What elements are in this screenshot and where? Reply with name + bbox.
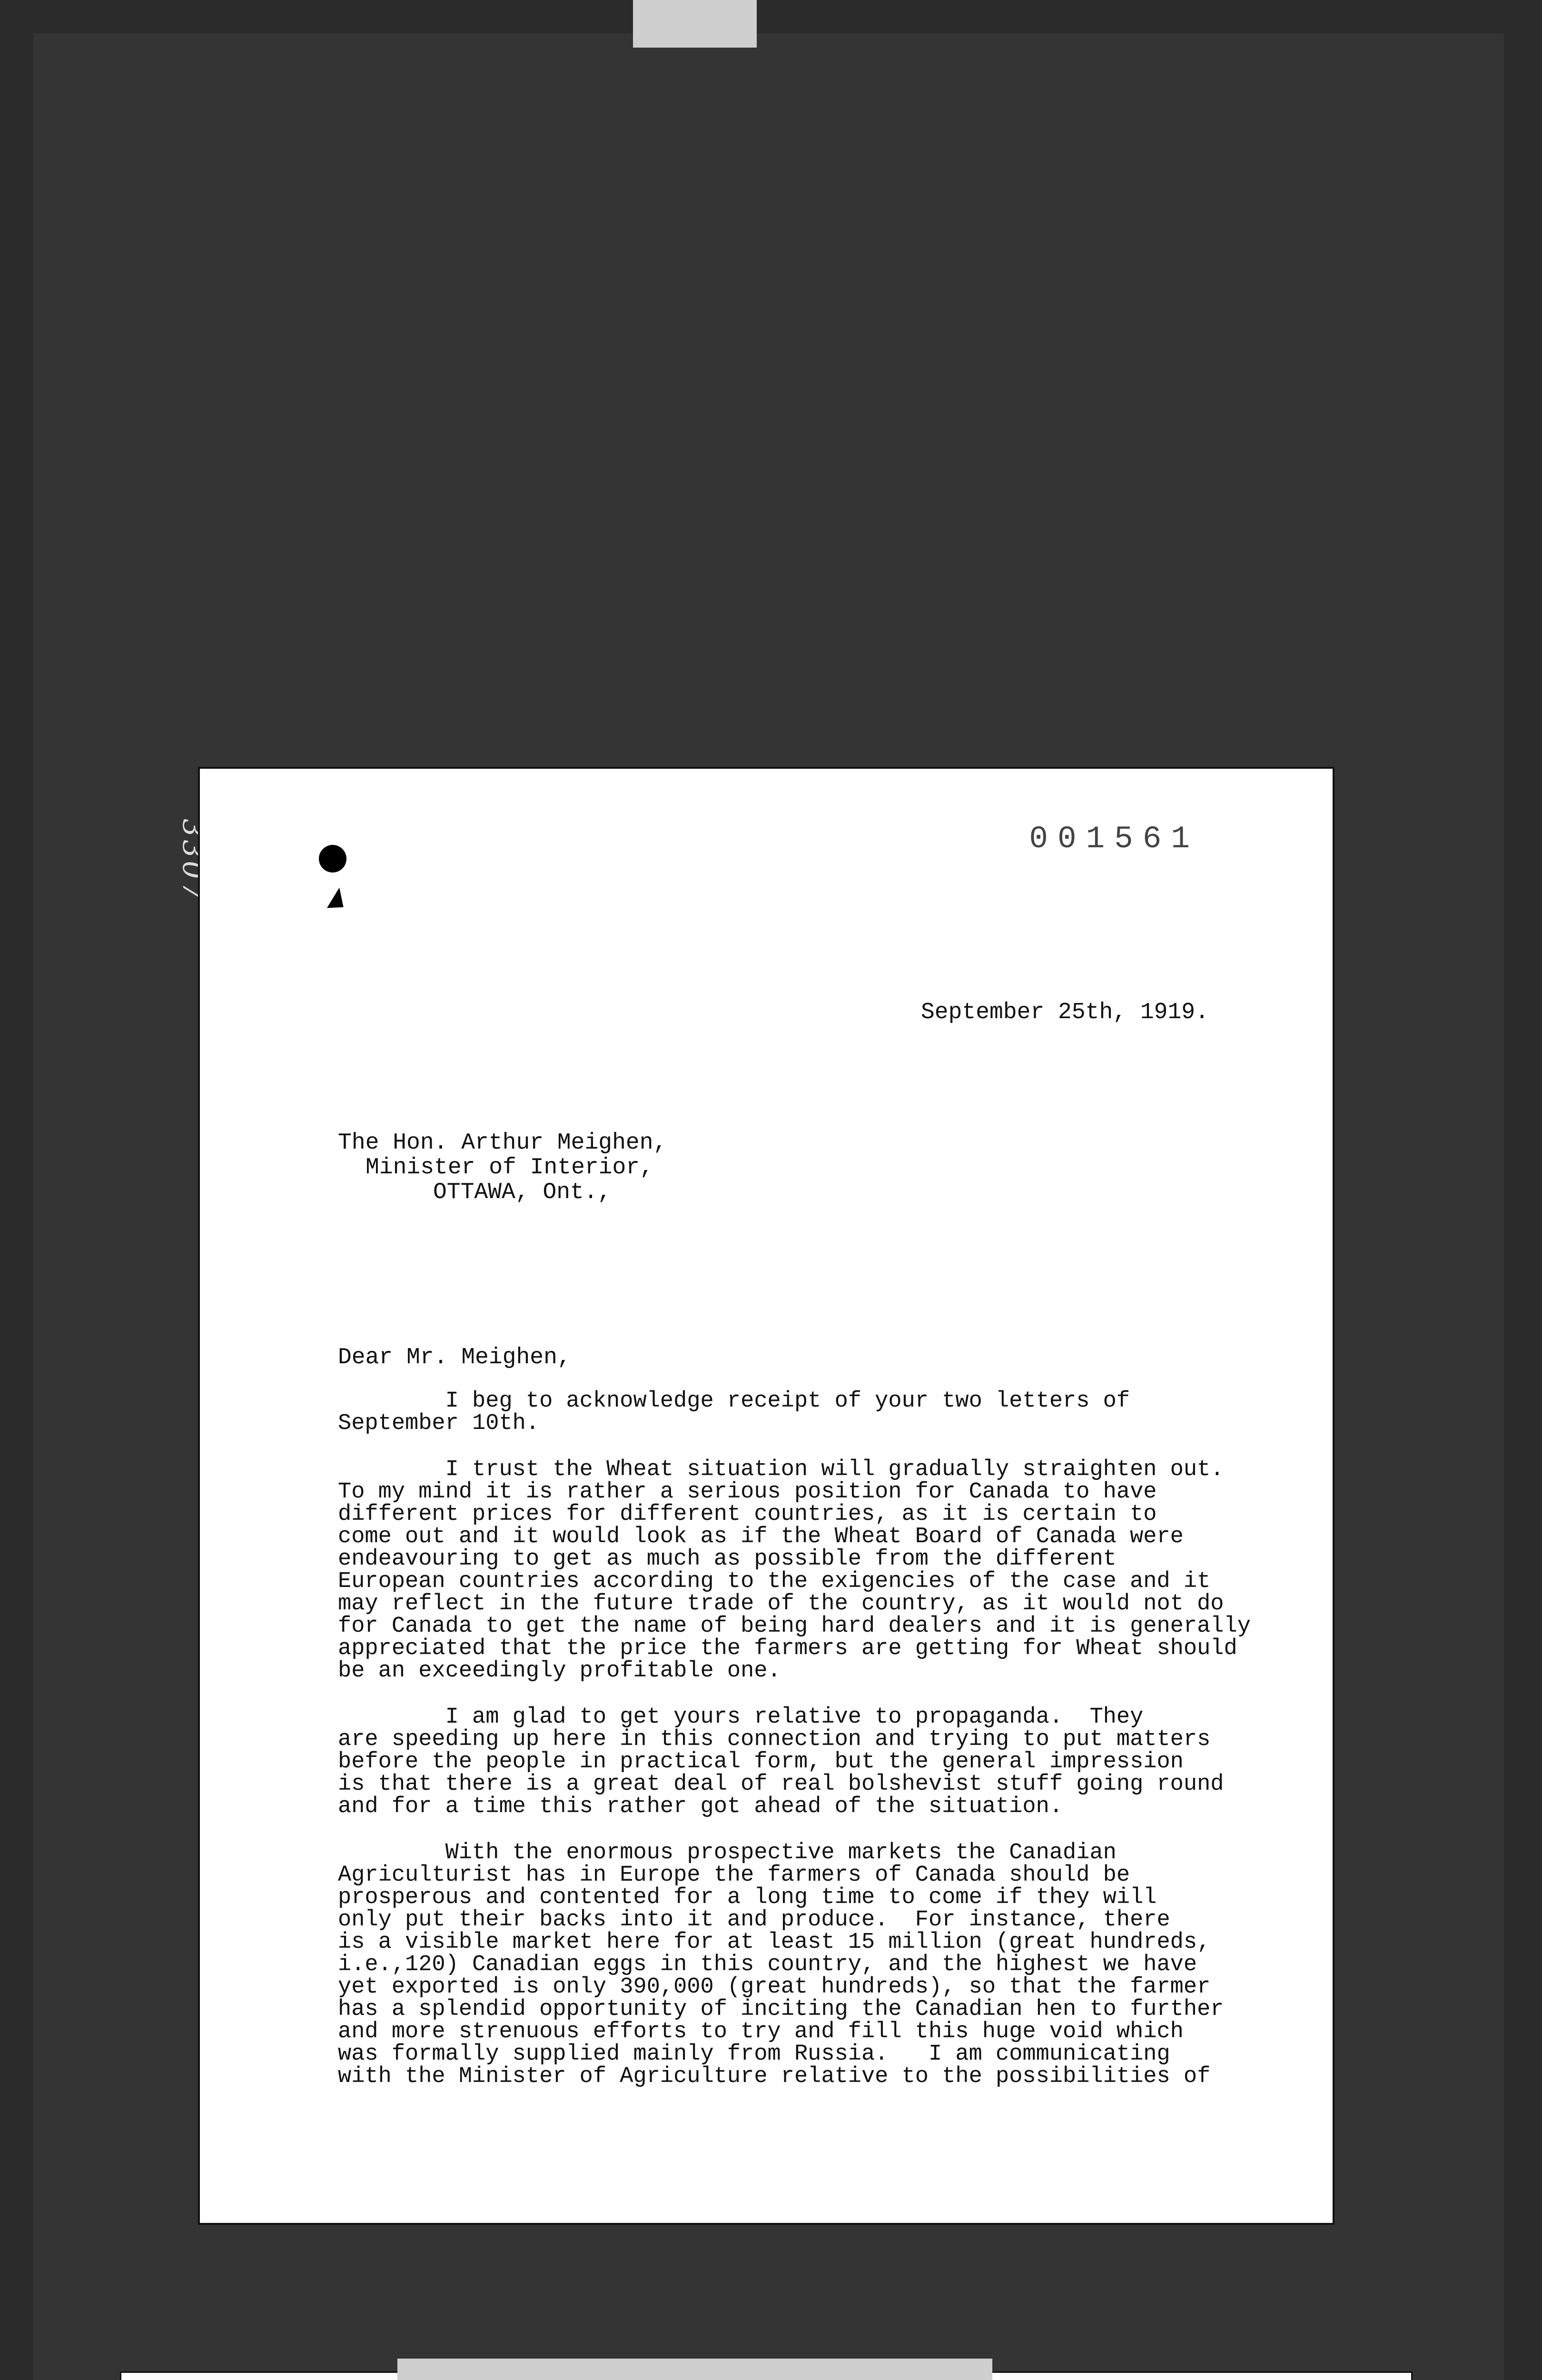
paragraph: With the enormous prospective markets the Canadian Agriculturist has in Europe the farmers of Canada should be prosperous and contented for a long time to come if they will only put their backs into it and produce. For instance, there is a visible market here for at least 15 million (great hundreds, i.e.,120) Canadian eggs in this country, and the highest we have yet exported is only 390,000 (great hundreds), so that the farmer has a splendid opportunity of inciting the Canadian hen to further and more strenuous efforts to try and fill this huge void which was formally supplied mainly from Russia. I am communicating with the Minister of Agriculture relative to the possibilities of — [338, 1840, 1224, 2089]
archive-label — [121, 2373, 1411, 2380]
top-clip — [633, 0, 757, 48]
paragraph: I trust the Wheat situation will gradually straighten out. To my mind it is rather a serious position for Canada to have different prices for different countries, as it is certain to come out and it would look as if the Wheat Board of Canada were endeavouring to get as much as possible from the different European countries according to the exigencies of the case and it may reflect in the future trade of the country, as it would not do for Canada to get the name of being hard dealers and it is generally appreciated that the price the farmers are getting for Wheat should be an exceedingly profitable one. — [338, 1457, 1251, 1684]
letter-page — [200, 769, 1333, 2223]
tear-mark-icon — [321, 888, 349, 915]
address-line: The Hon. Arthur Meighen, — [338, 1130, 667, 1156]
address-line: Minister of Interior, — [366, 1155, 653, 1180]
recipient-address — [338, 1130, 667, 1205]
label-clip — [397, 2359, 992, 2380]
document-number: 001561 — [1029, 821, 1199, 857]
paragraph: I beg to acknowledge receipt of your two letters of September 10th. — [338, 1388, 1130, 1436]
address-line: OTTAWA, Ont., — [433, 1180, 612, 1205]
punch-hole-icon — [319, 845, 346, 873]
letter-date: September 25th, 1919. — [921, 1000, 1209, 1025]
paragraph: I am glad to get yours relative to propaganda. They are speeding up here in this connection and trying to put matters before the people in practical form, but the general impression is that there is a great deal of real bolshevist stuff going round and for a time this rather got ahead of the situation. — [338, 1705, 1224, 1819]
salutation: Dear Mr. Meighen, — [338, 1345, 571, 1370]
letter-body — [338, 1390, 1309, 2112]
